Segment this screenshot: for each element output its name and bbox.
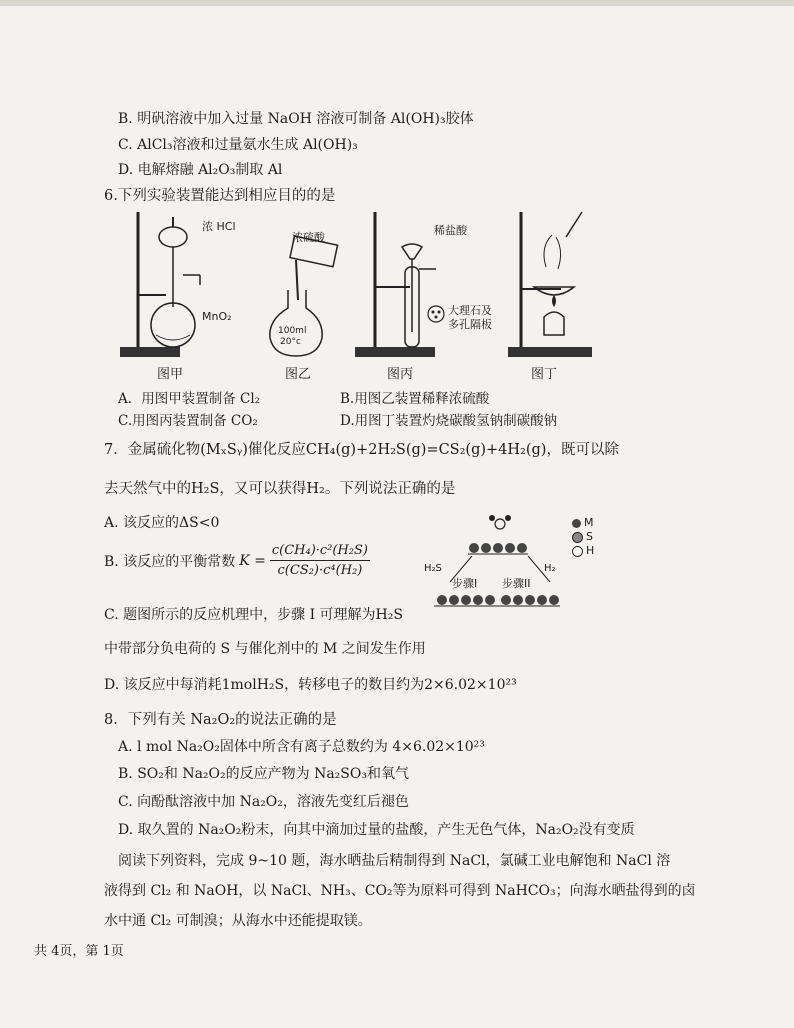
fig-ding-apparatus: [506, 207, 596, 362]
q8-option-b: B. SO₂和 Na₂O₂的反应产物为 Na₂SO₃和氧气: [118, 766, 409, 782]
q6-option-d: D.用图丁装置灼烧碳酸氢钠制碳酸钠: [340, 413, 558, 429]
q5-option-d: D. 电解熔融 Al₂O₃制取 Al: [118, 162, 283, 178]
q6-option-b: B.用图乙装置稀释浓硫酸: [340, 391, 490, 407]
q7-stem-line1: 7．金属硫化物(MₓSᵧ)催化反应CH₄(g)+2H₂S(g)=CS₂(g)+4H₂(g)，既可以除: [104, 442, 619, 458]
q7-option-d: D. 该反应中每消耗1molH₂S，转移电子的数目约为2×6.02×10²³: [104, 677, 517, 693]
q7-option-b-denominator: c(CS₂)·c⁴(H₂): [277, 563, 363, 578]
q7-option-a: A. 该反应的ΔS<0: [104, 515, 220, 531]
legend-label-m: M: [584, 516, 594, 529]
q8-option-c: C. 向酚酞溶液中加 Na₂O₂，溶液先变红后褪色: [118, 794, 409, 810]
scan-edge: [0, 0, 794, 6]
q7-option-b-k: K =: [239, 552, 266, 569]
fig-yi-flask-volume: 100ml: [278, 326, 307, 336]
q6-option-c: C.用图丙装置制备 CO₂: [118, 413, 258, 429]
q6-option-a: A．用图甲装置制备 Cl₂: [118, 391, 261, 407]
passage-line2: 液得到 Cl₂ 和 NaOH，以 NaCl、NH₃、CO₂等为原料可得到 NaHCO₃；向海水晒盐得到的卤: [104, 883, 696, 899]
q7-stem-line2: 去天然气中的H₂S，又可以获得H₂。下列说法正确的是: [104, 481, 456, 497]
q7-diagram-label-h2: H₂: [544, 563, 556, 574]
page-footer: 共 4页，第 1页: [34, 944, 124, 959]
fig-jia-label-mno2: MnO₂: [202, 310, 232, 323]
q7-option-b-fraction: [270, 543, 370, 578]
q7-diagram-step2: 步骤II: [502, 577, 531, 590]
legend-item-m: [572, 516, 594, 530]
q7-diagram-label-h2s: H₂S: [424, 563, 442, 574]
q7-diagram-legend: [572, 516, 594, 558]
fig-bing-apparatus: [350, 207, 440, 362]
fig-yi-caption: 图乙: [284, 367, 311, 382]
q7-option-b: [104, 543, 370, 578]
q6-stem: 6.下列实验装置能达到相应目的的是: [104, 188, 336, 204]
fig-yi-label-acid: 浓硫酸: [292, 231, 325, 244]
legend-dot-s: [572, 532, 583, 543]
fig-ding-caption: 图丁: [530, 367, 557, 382]
legend-dot-m: [572, 519, 581, 528]
q7-option-b-prefix: B. 该反应的平衡常数: [104, 553, 236, 570]
fig-bing-label-acid: 稀盐酸: [434, 224, 467, 237]
q8-option-d: D. 取久置的 Na₂O₂粉末，向其中滴加过量的盐酸，产生无色气体，Na₂O₂没有变质: [118, 822, 635, 838]
q7-diagram-step1: 步骤I: [452, 577, 478, 590]
legend-item-h: [572, 544, 594, 558]
fig-bing-label-plate: 多孔隔板: [448, 318, 492, 331]
fig-yi-flask-temp: 20°c: [280, 337, 301, 347]
q7-option-b-numerator: c(CH₄)·c²(H₂S): [270, 543, 370, 561]
fig-bing-label-marble: 大理石及: [448, 304, 492, 317]
passage-line1: 阅读下列资料，完成 9~10 题，海水晒盐后精制得到 NaCl，氯碱工业电解饱和 NaCl 溶: [118, 853, 671, 869]
fig-yi-apparatus: [262, 230, 342, 360]
q7-option-c-line2: 中带部分负电荷的 S 与催化剂中的 M 之间发生作用: [104, 641, 426, 657]
legend-label-h: H: [586, 544, 595, 557]
q5-option-b: B. 明矾溶液中加入过量 NaOH 溶液可制备 Al(OH)₃胶体: [118, 111, 474, 127]
fig-bing-plate-icon: [426, 304, 446, 324]
legend-dot-h: [572, 546, 583, 557]
q8-option-a: A. l mol Na₂O₂固体中所含有离子总数约为 4×6.02×10²³: [118, 739, 485, 755]
legend-label-s: S: [586, 530, 593, 543]
fig-jia-label-hcl: 浓 HCl: [202, 220, 236, 233]
fig-jia-caption: 图甲: [156, 367, 183, 382]
q8-stem: 8．下列有关 Na₂O₂的说法正确的是: [104, 712, 337, 728]
fig-bing-caption: 图丙: [386, 367, 413, 382]
q5-option-c: C. AlCl₃溶液和过量氨水生成 Al(OH)₃: [118, 137, 358, 153]
passage-line3: 水中通 Cl₂ 可制溴；从海水中还能提取镁。: [104, 913, 372, 929]
q7-option-c-line1: C. 题图所示的反应机理中，步骤 I 可理解为H₂S: [104, 607, 403, 623]
legend-item-s: [572, 530, 594, 544]
